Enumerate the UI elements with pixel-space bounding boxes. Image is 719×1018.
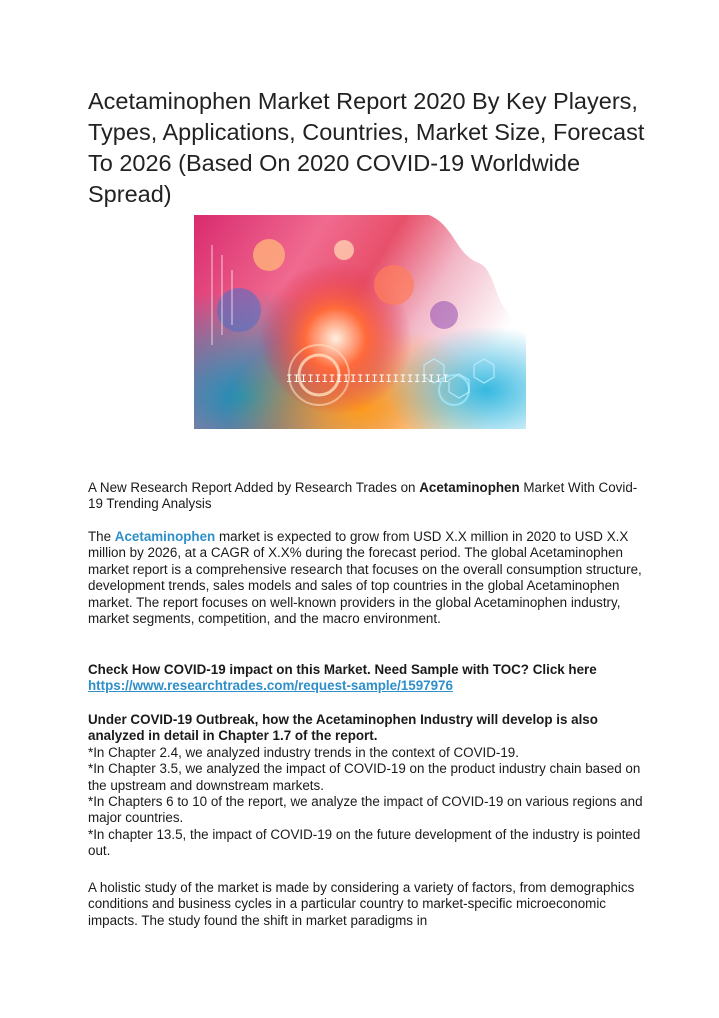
hero-barcode-text: IIIIIIIIIIIIIIIIIIIIIII	[286, 374, 450, 386]
intro-keyword: Acetaminophen	[419, 480, 520, 495]
covid-item: *In Chapters 6 to 10 of the report, we analyze the impact of COVID-19 on various regions and major countries.	[88, 794, 643, 826]
intro-suffix: Market With Covid-19 Trending Analysis	[88, 480, 638, 512]
report-title: Acetaminophen Market Report 2020 By Key Players, Types, Applications, Countries, Market Size, Forecast To 2026 (Based On 2020 COVID-19 Worldwide Spread)	[88, 88, 645, 207]
holistic-paragraph: A holistic study of the market is made by considering a variety of factors, from demographics conditions and business cycles in a particular country to market-specific microeconomic impacts. The study found the shift in market paradigms in	[88, 880, 635, 928]
covid-hero-image	[194, 215, 526, 429]
hero-artwork	[194, 215, 526, 429]
covid-item: *In Chapter 2.4, we analyzed industry trends in the context of COVID-19.	[88, 744, 519, 760]
summary-prefix: The	[88, 529, 115, 544]
sample-cta-text: Check How COVID-19 impact on this Market. Need Sample with TOC? Click here	[88, 662, 597, 677]
intro-prefix: A New Research Report Added by Research Trades on	[88, 480, 420, 495]
covid-item: *In chapter 13.5, the impact of COVID-19 on the future development of the industry is pointed out.	[88, 826, 641, 859]
summary-paragraph	[88, 529, 648, 627]
covid-section	[88, 712, 648, 860]
covid-item: *In Chapter 3.5, we analyzed the impact of COVID-19 on the product industry chain based on the upstream and downstream markets.	[88, 761, 641, 793]
covid-heading-text: Under COVID-19 Outbreak, how the Acetaminophen Industry will develop is also analyzed in detail in Chapter 1.7 of the report.	[88, 712, 598, 744]
intro-paragraph	[88, 480, 648, 513]
acetaminophen-link[interactable]: Acetaminophen	[114, 529, 219, 544]
summary-text: market is expected to grow from USD X.X million in 2020 to USD X.X million by 2026, at a CAGR of X.X% during the forecast period. The global Acetaminophen market report is a comprehensive research that focuses on the overall consumption structure, development trends, sales models and sales of top countries in the global Acetaminophen market. The report focuses on well-known providers in the global Acetaminophen industry, market segments, competition, and the macro environment.	[88, 529, 642, 627]
request-sample-link[interactable]: https://www.researchtrades.com/request-sample/1597976	[88, 678, 453, 694]
covid-heading	[88, 712, 648, 745]
sample-cta-paragraph	[88, 662, 648, 695]
